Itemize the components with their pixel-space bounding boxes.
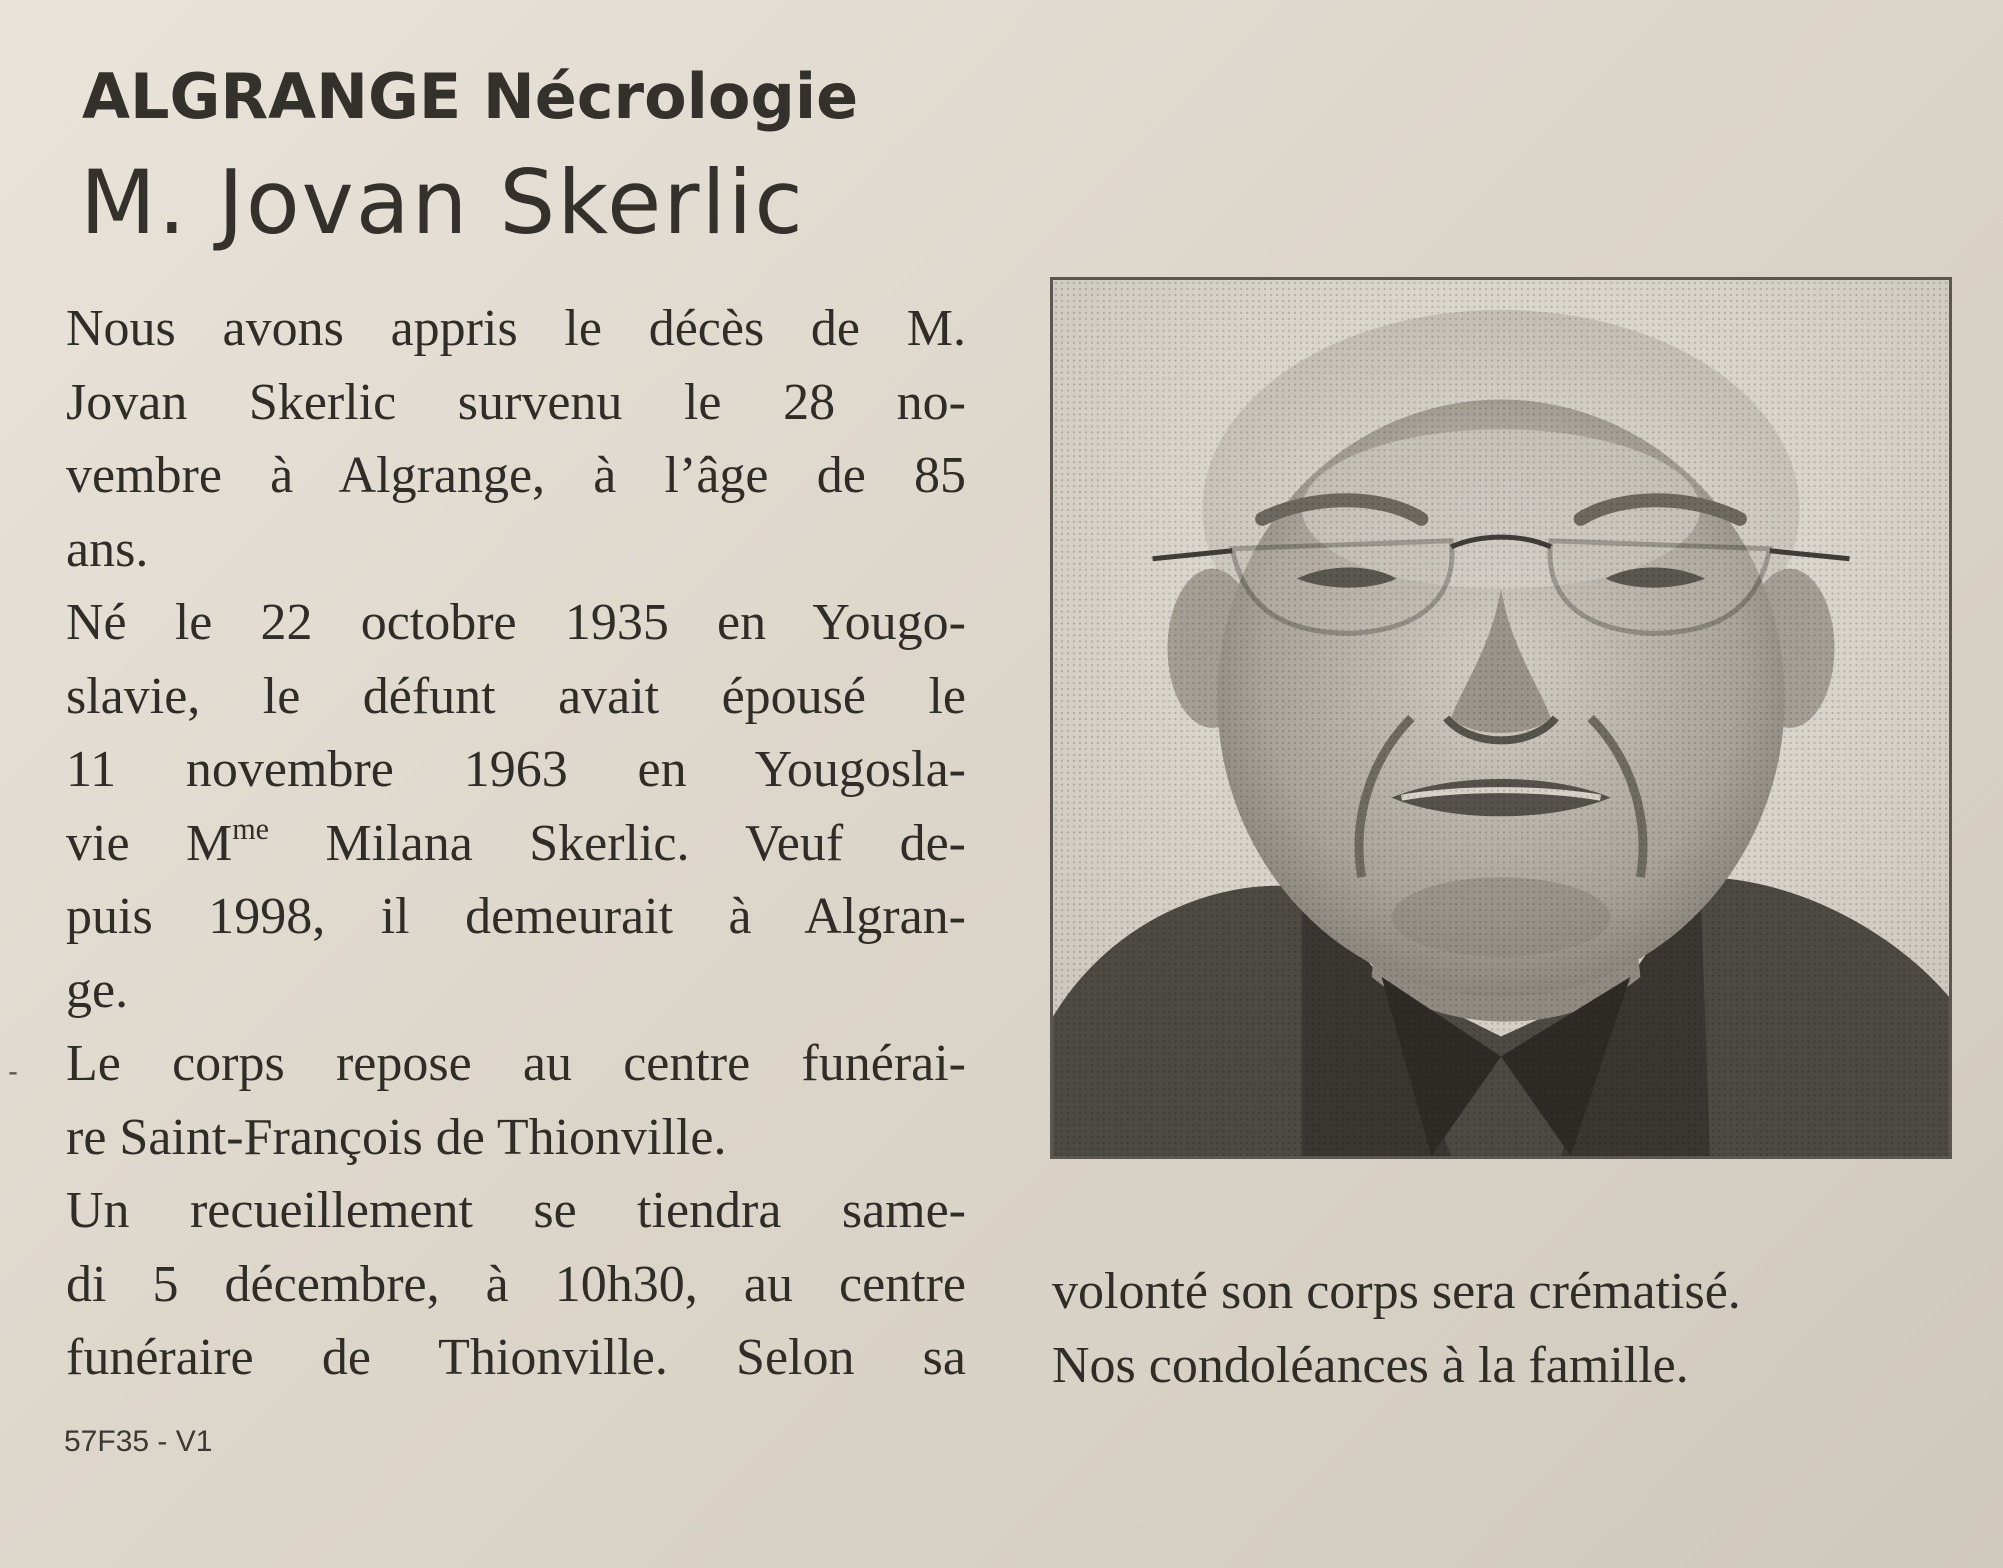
body-line — [66, 807, 966, 881]
body-line: Né le 22 octobre 1935 en Yougo- — [66, 594, 966, 651]
body-line: re Saint-François de Thionville. — [66, 1108, 727, 1166]
headline: M. Jovan Skerlic — [80, 151, 805, 254]
article-body-right-column — [1052, 1254, 1952, 1401]
body-line: Nos condoléances à la famille. — [1052, 1336, 1689, 1394]
body-line: Un recueillement se tiendra same- — [66, 1182, 966, 1239]
article-body-left-column — [66, 292, 966, 1395]
body-line: di 5 décembre, à 10h30, au centre — [66, 1255, 966, 1313]
body-line-part: Milana Skerlic. Veuf de- — [269, 814, 966, 872]
superscript-me: me — [232, 811, 270, 846]
body-line: Jovan Skerlic survenu le 28 no- — [66, 373, 966, 431]
portrait-photo — [1050, 277, 1952, 1159]
section-heading: ALGRANGE Nécrologie — [82, 60, 859, 133]
body-line: ans. — [66, 520, 149, 578]
body-line: vembre à Algrange, à l’âge de 85 — [66, 447, 966, 504]
body-line-part: vie M — [66, 814, 233, 872]
margin-mark: - — [8, 1055, 18, 1088]
body-line: ge. — [66, 961, 129, 1019]
portrait-illustration — [1053, 280, 1949, 1156]
body-line: 11 novembre 1963 en Yougosla- — [66, 741, 966, 798]
body-line: slavie, le défunt avait épousé le — [66, 667, 966, 725]
body-line: funéraire de Thionville. Selon sa — [66, 1329, 966, 1386]
page-code: 57F35 - V1 — [64, 1425, 213, 1458]
body-line: Nous avons appris le décès de M. — [66, 300, 966, 357]
body-line: puis 1998, il demeurait à Algran- — [66, 888, 966, 945]
body-line: volonté son corps sera crématisé. — [1052, 1263, 1741, 1320]
body-line: Le corps repose au centre funérai- — [66, 1035, 966, 1092]
